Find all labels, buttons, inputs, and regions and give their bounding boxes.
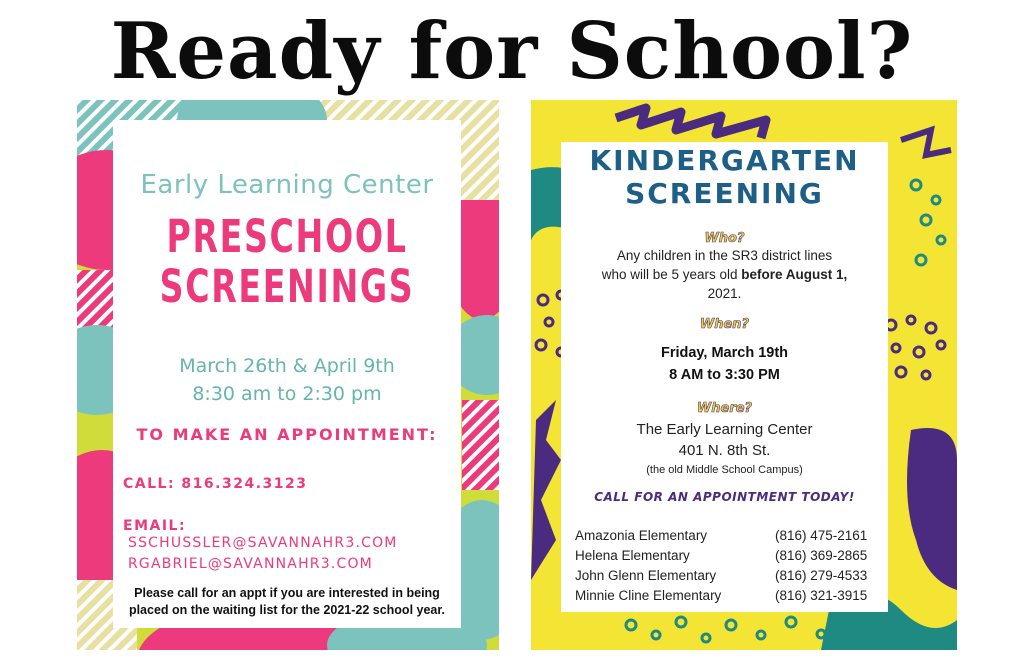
email-address: SSCHUSSLER@SAVANNAHR3.COM: [128, 535, 398, 551]
email-label: EMAIL:: [123, 518, 187, 534]
when-details: [561, 342, 888, 386]
dates-line: March 26th & April 9th: [179, 355, 395, 377]
waiting-list-note: Please call for an appt if you are interested in being placed on the waiting list for the 2021-22 school year.: [128, 586, 446, 617]
school-phone: (816) 279-4533: [775, 568, 868, 583]
preschool-title-line2: SCREENINGS: [159, 260, 415, 313]
preschool-title: [144, 212, 429, 312]
email-address: RGABRIEL@SAVANNAHR3.COM: [128, 556, 373, 572]
list-item: [575, 566, 875, 586]
preschool-card: [113, 120, 461, 628]
who-line2: [561, 265, 888, 284]
school-phone: (816) 369-2865: [775, 548, 868, 563]
when-date: Friday, March 19th: [660, 345, 789, 361]
who-label: Who?: [704, 231, 745, 246]
screening-dates: [113, 352, 461, 408]
school-phone: (816) 321-3915: [775, 588, 868, 603]
when-time: 8 AM to 3:30 PM: [669, 367, 780, 383]
preschool-title-line1: PRESCHOOL: [166, 210, 408, 263]
kindergarten-title-line1: KINDERGARTEN: [589, 144, 860, 177]
call-today-banner: CALL FOR AN APPOINTMENT TODAY!: [594, 490, 855, 504]
who-line2-bold: before August 1,: [741, 267, 848, 282]
who-description: [561, 246, 888, 303]
who-line2-text: who will be 5 years old: [601, 267, 742, 282]
when-label: When?: [699, 317, 750, 332]
where-place: The Early Learning Center: [636, 421, 813, 438]
kindergarten-title-line2: SCREENING: [625, 177, 824, 210]
where-address: 401 N. 8th St.: [678, 442, 771, 459]
school-name: Minnie Cline Elementary: [575, 588, 722, 603]
list-item: [575, 546, 875, 566]
org-name: Early Learning Center: [140, 170, 434, 200]
call-number: CALL: 816.324.3123: [123, 476, 308, 492]
times-line: 8:30 am to 2:30 pm: [192, 383, 382, 405]
kindergarten-card: [561, 142, 888, 612]
appointment-heading: TO MAKE AN APPOINTMENT:: [136, 425, 438, 444]
school-name: Helena Elementary: [575, 548, 690, 563]
school-name: Amazonia Elementary: [575, 528, 708, 543]
who-line1: Any children in the SR3 district lines: [616, 248, 833, 263]
kindergarten-title: [561, 144, 888, 210]
list-item: [575, 526, 875, 546]
kindergarten-flyer: [531, 100, 957, 650]
list-item: [575, 586, 875, 606]
page-headline: Ready for School?: [110, 6, 914, 97]
school-phone-list: [575, 526, 875, 606]
school-phone: (816) 475-2161: [775, 528, 868, 543]
school-name: John Glenn Elementary: [575, 568, 717, 583]
preschool-flyer: [77, 100, 499, 650]
who-line3: 2021.: [707, 286, 742, 301]
where-label: Where?: [696, 401, 753, 416]
where-note: (the old Middle School Campus): [646, 464, 803, 476]
